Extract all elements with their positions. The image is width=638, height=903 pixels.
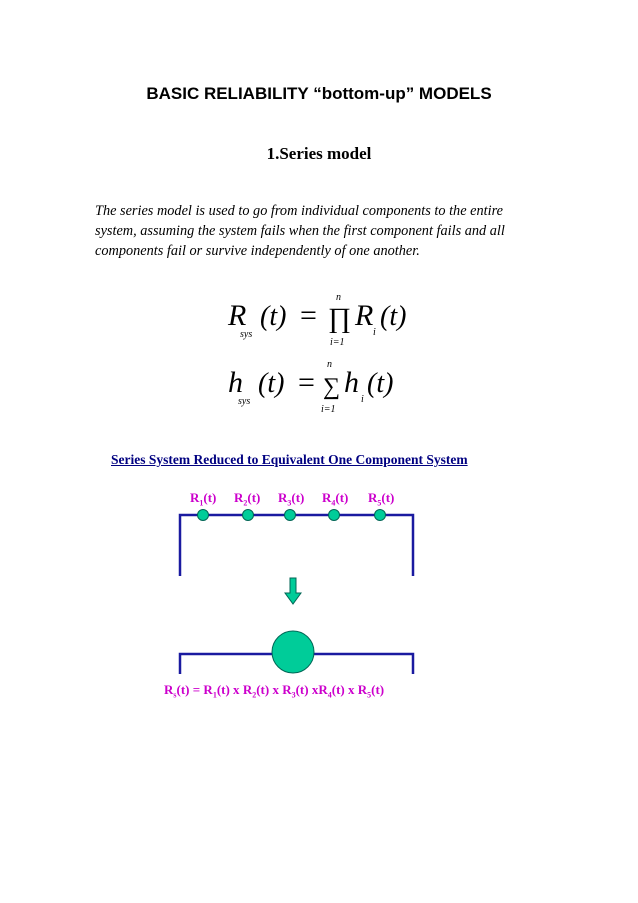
component-label-r2: $R_2(t)$ xyxy=(234,490,261,508)
component-node-icon xyxy=(375,510,386,521)
component-node-icon xyxy=(198,510,209,521)
formula-rhs-subscript: i xyxy=(361,394,364,405)
formula-upper-limit: n xyxy=(336,292,341,303)
down-arrow-icon xyxy=(285,578,301,604)
formula-equals: = xyxy=(300,299,317,332)
diagram-title: Series System Reduced to Equivalent One Component System xyxy=(111,452,468,467)
diagram-graphics xyxy=(100,448,520,718)
formula-lower-limit: i=1 xyxy=(321,404,336,415)
section-heading: 1.Series model xyxy=(266,144,372,163)
equivalent-equation: $R_s(t) = R_1(t)$ x $R_2(t)$ x $R_3(t)$ $xR_4(t)$ x $R_5(t)$ xyxy=(164,682,385,700)
intro-paragraph xyxy=(95,201,545,261)
formula-upper-limit: n xyxy=(327,359,332,370)
paragraph-line: The series model is used to go from individual components to the entire xyxy=(95,203,503,219)
formula-equals: = xyxy=(298,366,315,399)
component-node-icon xyxy=(329,510,340,521)
series-system-diagram xyxy=(100,448,520,718)
formula-rhs-arg: (t) xyxy=(380,301,407,332)
formula-lhs-symbol: R xyxy=(228,299,247,332)
paragraph-line: components fail or survive independently of one another. xyxy=(95,243,420,259)
formula-lhs-subscript: sys xyxy=(238,396,251,407)
formula-lower-limit: i=1 xyxy=(330,337,345,348)
formula-lhs-subscript: sys xyxy=(240,329,253,340)
component-node-icon xyxy=(243,510,254,521)
component-label-r1: $R_1(t)$ xyxy=(190,490,217,508)
sum-operator-icon: ∑ xyxy=(323,374,341,400)
formula-rhs-symbol: R xyxy=(355,299,374,332)
reliability-formula xyxy=(190,285,470,355)
formula-lhs-symbol: h xyxy=(228,366,243,399)
component-label-r5: $R_5(t)$ xyxy=(368,490,395,508)
formula-lhs-arg: (t) xyxy=(258,368,285,399)
formula-rhs-symbol: h xyxy=(344,366,359,399)
component-label-r3: $R_3(t)$ xyxy=(278,490,305,508)
component-label-r4: $R_4(t)$ xyxy=(322,490,349,508)
product-operator-icon: ∏ xyxy=(328,303,352,334)
formula-lhs-arg: (t) xyxy=(260,301,287,332)
hazard-formula xyxy=(190,352,470,422)
formula-rhs-arg: (t) xyxy=(367,368,394,399)
page-title: BASIC RELIABILITY “bottom-up” MODELS xyxy=(146,84,492,103)
component-node-icon xyxy=(285,510,296,521)
paragraph-line: system, assuming the system fails when the first component fails and all xyxy=(95,223,505,239)
formula-rhs-subscript: i xyxy=(373,327,376,338)
equivalent-component-icon xyxy=(272,631,314,673)
series-wire xyxy=(180,515,413,576)
